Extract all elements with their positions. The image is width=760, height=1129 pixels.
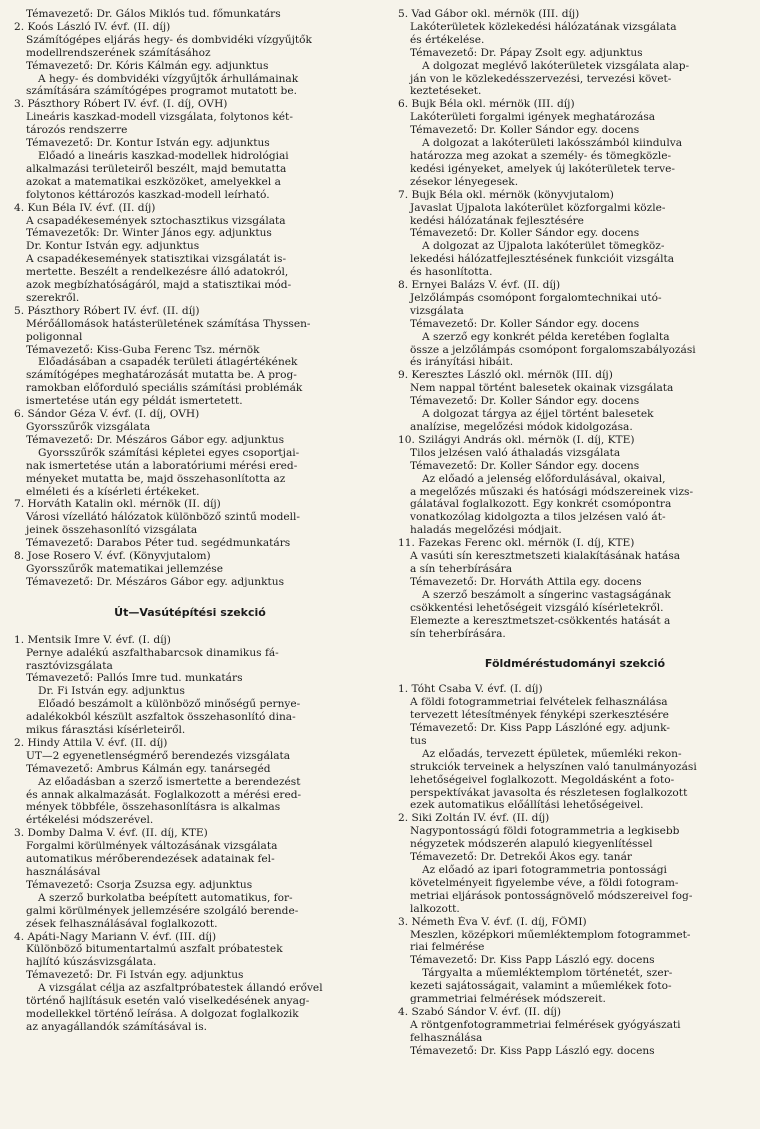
text-line: A földi fotogrammetriai felvételek felhasználása bbox=[410, 696, 668, 709]
text-line: lalkozott. bbox=[410, 902, 460, 915]
text-line: Témavezető: Kiss-Guba Ferenc Tsz. mérnök bbox=[26, 343, 260, 356]
text-line: A vizsgálat célja az aszfaltpróbatestek állandó erővel bbox=[38, 982, 323, 995]
text-line: használásával bbox=[26, 866, 101, 878]
text-line: Előadó a lineáris kaszkad-modellek hidrológiai bbox=[38, 149, 289, 162]
text-line: Lakóterületi forgalmi igények meghatározása bbox=[410, 111, 656, 124]
entry-title-line: 10. Szilágyi András okl. mérnök (I. díj, KTE) bbox=[398, 433, 635, 446]
text-line: riai felmérése bbox=[410, 941, 485, 954]
right-column bbox=[398, 8, 752, 1058]
text-line: Témavezető: Dr. Mészáros Gábor egy. adjunktus bbox=[26, 575, 285, 588]
text-line: a megelőzés műszaki és hatósági módszereinek vizs- bbox=[410, 485, 694, 498]
section-heading-surveying: Földméréstudományi szekció bbox=[484, 657, 666, 671]
text-line: négyzetek módszerén alapuló kiegyenlítéssel bbox=[410, 838, 653, 851]
text-line: mikus fárasztási kísérleteiről. bbox=[26, 724, 186, 737]
text-line: azok megbízhatóságáról, majd a statisztikai mód- bbox=[26, 279, 292, 292]
text-line: és értékelése. bbox=[410, 33, 485, 46]
text-line: sín teherbírására. bbox=[410, 627, 506, 640]
text-line: Nem nappal történt balesetek okainak vizsgálata bbox=[410, 382, 674, 395]
text-line: ezek automatikus előállítási lehetőségeivel. bbox=[410, 799, 644, 812]
left-block-hydrology bbox=[14, 8, 366, 589]
text-line: Témavezető: Ambrus Kálmán egy. tanársegéd bbox=[26, 762, 271, 775]
text-line: automatikus mérőberendezések adatainak fel- bbox=[26, 853, 275, 866]
text-line: Témavezető: Dr. Kiss Papp Lászlóné egy. adjunk- bbox=[410, 722, 670, 735]
entry-title-line: 3. Németh Éva V. évf. (I. díj, FÖMI) bbox=[398, 915, 587, 928]
text-line: tervezett létesítmények fényképi szerkesztésére bbox=[410, 709, 669, 722]
text-line: jeinek összehasonlító vizsgálata bbox=[26, 524, 198, 537]
text-line: A csapadékesemények sztochasztikus vizsgálata bbox=[26, 214, 286, 227]
text-line: A szerző egy konkrét példa keretében foglalta bbox=[422, 330, 670, 343]
text-line: A szerző beszámolt a síngerinc vastagságának bbox=[422, 588, 671, 601]
text-line: Témavezető: Dr. Koller Sándor egy. docens bbox=[410, 395, 640, 408]
text-line: ramokban előforduló speciális számítási problémák bbox=[26, 382, 303, 395]
entry-title-line: 2. Siki Zoltán IV. évf. (II. díj) bbox=[398, 812, 550, 825]
text-line: Mérőállomások hatásterületének számítása Thyssen- bbox=[26, 317, 311, 330]
entry-title-line: 5. Pászthory Róbert IV. évf. (II. díj) bbox=[14, 304, 200, 317]
entry-title-line: 9. Keresztes László okl. mérnök (III. díj) bbox=[398, 369, 613, 382]
text-line: mertette. Beszélt a rendelkezésre álló adatokról, bbox=[26, 266, 289, 279]
text-line: Témavezetők: Dr. Winter János egy. adjunktus bbox=[26, 227, 272, 240]
text-line: A dolgozat az Újpalota lakóterület tömegköz- bbox=[422, 240, 665, 253]
text-line: haladás megelőzési módjait. bbox=[410, 524, 562, 537]
text-line: Témavezető: Darabos Péter tud. segédmunkatárs bbox=[26, 537, 291, 550]
text-line: A dolgozat a lakóterületi lakósszámból kiindulva bbox=[422, 137, 683, 150]
text-line: nak ismertetése után a laboratóriumi mérési ered- bbox=[26, 459, 298, 472]
text-line: Témavezető: Csorja Zsuzsa egy. adjunktus bbox=[26, 878, 253, 891]
text-line: a sín teherbírására bbox=[410, 562, 513, 575]
text-line: zések felhasználásával foglalkozott. bbox=[26, 917, 218, 930]
text-line: Javaslat Újpalota lakóterület közforgalmi közle- bbox=[410, 201, 666, 214]
text-line: rasztóvizsgálata bbox=[26, 659, 113, 672]
text-line: UT—2 egyenetlenségmérő berendezés vizsgálata bbox=[26, 749, 291, 762]
text-line: Gyorsszűrők matematikai jellemzése bbox=[26, 562, 223, 575]
text-line: tározós rendszerre bbox=[26, 124, 128, 137]
entry-title-line: 6. Sándor Géza V. évf. (I. díj, OVH) bbox=[14, 408, 200, 421]
entry-title-line: 4. Kun Béla IV. évf. (II. díj) bbox=[14, 201, 156, 214]
text-line: felhasználása bbox=[410, 1031, 483, 1044]
entry-title-line: 8. Jose Rosero V. évf. (Könyvjutalom) bbox=[14, 550, 211, 563]
text-line: számítására számítógépes programot mutatott be. bbox=[26, 85, 297, 98]
text-line: Meszlen, középkori műemléktemplom fotogrammet- bbox=[410, 928, 691, 941]
text-line: Tárgyalta a műemléktemplom történetét, szer- bbox=[422, 967, 673, 980]
text-line: Témavezető: Dr. Kontur István egy. adjunktus bbox=[26, 137, 270, 150]
text-line: Pernye adalékú aszfalthabarcsok dinamikus fá- bbox=[26, 646, 279, 659]
text-line: tus bbox=[410, 734, 427, 747]
text-line: lehetőségeivel foglalkozott. Megoldásként a foto- bbox=[410, 773, 675, 786]
text-line: Lineáris kaszkad-modell vizsgálata, folytonos két- bbox=[26, 111, 293, 124]
entry-title-line: 2. Koós László IV. évf. (II. díj) bbox=[14, 20, 171, 33]
text-line: Gyorsszűrők számítási képletei egyes csoportjai- bbox=[38, 446, 300, 459]
text-line: folytonos kéttározós kaszkad-modell leírható. bbox=[26, 188, 270, 201]
entry-title-line: 6. Bujk Béla okl. mérnök (III. díj) bbox=[398, 98, 575, 111]
entry-title-line: 4. Apáti-Nagy Mariann V. évf. (III. díj) bbox=[14, 930, 217, 943]
entry-title-line: 3. Pászthory Róbert IV. évf. (I. díj, OVH) bbox=[14, 98, 228, 111]
text-line: Témavezető: Dr. Kiss Papp László egy. docens bbox=[410, 1044, 655, 1057]
text-line: csökkentési lehetőségeit vizsgáló kísérletekről. bbox=[410, 601, 664, 614]
text-line: azokat a matematikai eszközöket, amelyekkel a bbox=[26, 175, 281, 188]
text-line: Témavezető: Dr. Fi István egy. adjunktus bbox=[26, 969, 244, 982]
text-line: határozza meg azokat a személy- és tömegközle- bbox=[410, 149, 672, 162]
entry-title-line: 1. Mentsik Imre V. évf. (I. díj) bbox=[14, 633, 171, 646]
text-line: Tilos jelzésen való áthaladás vizsgálata bbox=[410, 446, 621, 459]
text-line: Témavezető: Dr. Pápay Zsolt egy. adjunktus bbox=[410, 46, 643, 59]
text-line: ján von le közlekedésszervezési, tervezési követ- bbox=[410, 72, 672, 85]
text-line: vizsgálata bbox=[410, 304, 464, 317]
text-line: Témavezető: Dr. Kiss Papp László egy. docens bbox=[410, 954, 655, 967]
text-line: Forgalmi körülmények változásának vizsgálata bbox=[26, 840, 278, 853]
text-line: és hasonlította. bbox=[410, 266, 493, 279]
text-line: és irányítási hibáit. bbox=[410, 356, 514, 369]
text-line: Témavezető: Dr. Horváth Attila egy. docens bbox=[410, 575, 642, 588]
text-line: adalékokból készült aszfaltok összehasonlító dina- bbox=[26, 711, 296, 724]
text-line: zésekor lényegesek. bbox=[410, 175, 519, 188]
left-column bbox=[14, 8, 366, 1034]
text-line: lekedési hálózatfejlesztésének funkcióit vizsgálta bbox=[410, 253, 675, 266]
text-line: alkalmazási területeiről beszélt, majd bemutatta bbox=[26, 162, 287, 175]
entry-title-line: 2. Hindy Attila V. évf. (II. díj) bbox=[14, 736, 168, 749]
text-line: A röntgenfotogrammetriai felmérések gyógyászati bbox=[410, 1018, 681, 1031]
text-line: Témavezető: Dr. Gálos Miklós tud. főmunkatárs bbox=[26, 8, 281, 20]
text-line: mények többféle, összehasonlításra is alkalmas bbox=[26, 801, 281, 814]
text-line: Jelzőlámpás csomópont forgalomtechnikai utó- bbox=[410, 291, 662, 304]
text-line: Témavezető: Dr. Kóris Kálmán egy. adjunktus bbox=[26, 59, 269, 72]
text-line: Témavezető: Dr. Koller Sándor egy. docens bbox=[410, 227, 640, 240]
text-line: Az előadásban a szerző ismertette a berendezést bbox=[38, 775, 301, 788]
section-heading-road-railway: Út—Vasútépítési szekció bbox=[114, 605, 266, 619]
text-line: kedési hálózatának fejlesztésére bbox=[410, 214, 584, 227]
text-line: gálatával foglalkozott. Egy konkrét csomópontra bbox=[410, 498, 672, 511]
text-line: Előadó beszámolt a különböző minőségű pernye- bbox=[38, 698, 301, 711]
text-line: ményeket mutatta be, majd összehasonlította az bbox=[26, 472, 286, 485]
text-line: poligonnal bbox=[26, 330, 83, 343]
text-line: modellrendszerének számításához bbox=[26, 46, 211, 59]
text-line: követelményeit figyelembe véve, a földi fotogram- bbox=[410, 876, 679, 889]
text-line: Gyorsszűrők vizsgálata bbox=[26, 421, 151, 433]
text-line: ismertetése után egy példát ismertetett. bbox=[26, 395, 243, 408]
text-line: Témavezető: Dr. Koller Sándor egy. docens bbox=[410, 317, 640, 330]
entry-title-line: 7. Bujk Béla okl. mérnök (könyvjutalom) bbox=[398, 188, 614, 201]
text-line: A dolgozat meglévő lakóterületek vizsgálata alap- bbox=[422, 59, 690, 72]
text-line: Nagypontosságú földi fotogrammetria a legkisebb bbox=[410, 825, 680, 838]
text-line: Előadásában a csapadék területi átlagértékének bbox=[38, 356, 298, 369]
right-block-surveying bbox=[398, 683, 752, 1057]
entry-title-line: 4. Szabó Sándor V. évf. (II. díj) bbox=[398, 1005, 562, 1018]
text-line: galmi körülmények jellemzésére szolgáló berende- bbox=[26, 904, 299, 917]
text-line: Témavezető: Dr. Koller Sándor egy. docens bbox=[410, 124, 640, 137]
text-line: A hegy- és dombvidéki vízgyűjtők árhullámainak bbox=[38, 72, 299, 85]
text-line: Lakóterületek közlekedési hálózatának vizsgálata bbox=[410, 20, 677, 33]
text-line: A csapadékesemények statisztikai vizsgálatát is- bbox=[26, 253, 287, 266]
text-line: szerekről. bbox=[26, 291, 80, 304]
text-line: keztetéseket. bbox=[410, 85, 482, 98]
text-line: Városi vízellátó hálózatok különböző szintű modell- bbox=[26, 511, 300, 524]
text-line: történő hajlításuk esetén való viselkedésének anyag- bbox=[26, 995, 310, 1008]
text-line: Témavezető: Dr. Koller Sándor egy. docens bbox=[410, 459, 640, 472]
text-line: Témavezető: Dr. Detrekői Ákos egy. tanár bbox=[410, 851, 632, 864]
text-line: Az előadás, tervezett épületek, műemléki rekon- bbox=[422, 747, 682, 760]
text-line: össze a jelzőlámpás csomópont forgalomszabályozási bbox=[410, 343, 696, 356]
text-line: kedési igényeket, amelyek új lakóterületek terve- bbox=[410, 162, 675, 175]
text-line: kezeti sajátosságait, valamint a műemlékek foto- bbox=[410, 980, 672, 993]
text-line: Témavezető: Pallós Imre tud. munkatárs bbox=[26, 672, 243, 685]
entry-title-line: 7. Horváth Katalin okl. mérnök (II. díj) bbox=[14, 498, 221, 511]
text-line: elméleti és a kísérleti értékeket. bbox=[26, 485, 200, 498]
text-line: grammetriai felmérések módszereit. bbox=[410, 993, 606, 1006]
left-block-road-railway bbox=[14, 634, 366, 1034]
text-line: hajlító kúszásvizsgálata. bbox=[26, 956, 157, 969]
text-line: Dr. Fi István egy. adjunktus bbox=[38, 685, 185, 698]
text-line: Dr. Kontur István egy. adjunktus bbox=[26, 240, 200, 253]
text-line: metriai eljárások pontosságnövelő módszereivel fog- bbox=[410, 889, 693, 902]
text-line: és annak alkalmazását. Foglalkozott a mérési ered- bbox=[26, 788, 302, 801]
text-line: A dolgozat tárgya az éjjel történt balesetek bbox=[422, 408, 654, 421]
text-line: A szerző burkolatba beépített automatikus, for- bbox=[38, 891, 293, 904]
text-line: vonatkozólag kidolgozta a tilos jelzésen való át- bbox=[410, 511, 666, 524]
text-line: Az előadó az ipari fotogrammetria pontossági bbox=[422, 864, 667, 876]
entry-title-line: 8. Ernyei Balázs V. évf. (II. díj) bbox=[398, 279, 561, 292]
entry-title-line: 3. Domby Dalma V. évf. (II. díj, KTE) bbox=[14, 827, 208, 840]
text-line: Számítógépes eljárás hegy- és dombvidéki vízgyűjtők bbox=[26, 33, 312, 46]
text-line: Az előadó a jelenség előfordulásával, okaival, bbox=[422, 472, 666, 485]
entry-title-line: 1. Tóht Csaba V. évf. (I. díj) bbox=[398, 683, 543, 696]
entry-title-line: 5. Vad Gábor okl. mérnök (III. díj) bbox=[398, 8, 580, 20]
text-line: Különböző bitumentartalmú aszfalt próbatestek bbox=[26, 943, 283, 956]
text-line: A vasúti sín keresztmetszeti kialakításának hatása bbox=[410, 550, 681, 563]
entry-title-line: 11. Fazekas Ferenc okl. mérnök (I. díj, KTE) bbox=[398, 537, 635, 550]
text-line: Elemezte a keresztmetszet-csökkentés hatását a bbox=[410, 614, 671, 627]
text-line: Témavezető: Dr. Mészáros Gábor egy. adjunktus bbox=[26, 433, 285, 446]
text-line: értékelési módszerével. bbox=[26, 814, 154, 827]
text-line: perspektívákat javasolta és részletesen foglalkozott bbox=[410, 786, 688, 799]
text-line: strukciók terveinek a helyszínen való tanulmányozási bbox=[410, 760, 697, 773]
text-line: modellekkel történő leírása. A dolgozat foglalkozik bbox=[26, 1007, 299, 1020]
text-line: számítógépes meghatározását mutatta be. A prog- bbox=[26, 369, 297, 382]
text-line: az anyagállandók számításával is. bbox=[26, 1020, 208, 1033]
right-block-transport bbox=[398, 8, 752, 640]
text-line: analízise, megelőzési módok kidolgozása. bbox=[410, 421, 633, 433]
